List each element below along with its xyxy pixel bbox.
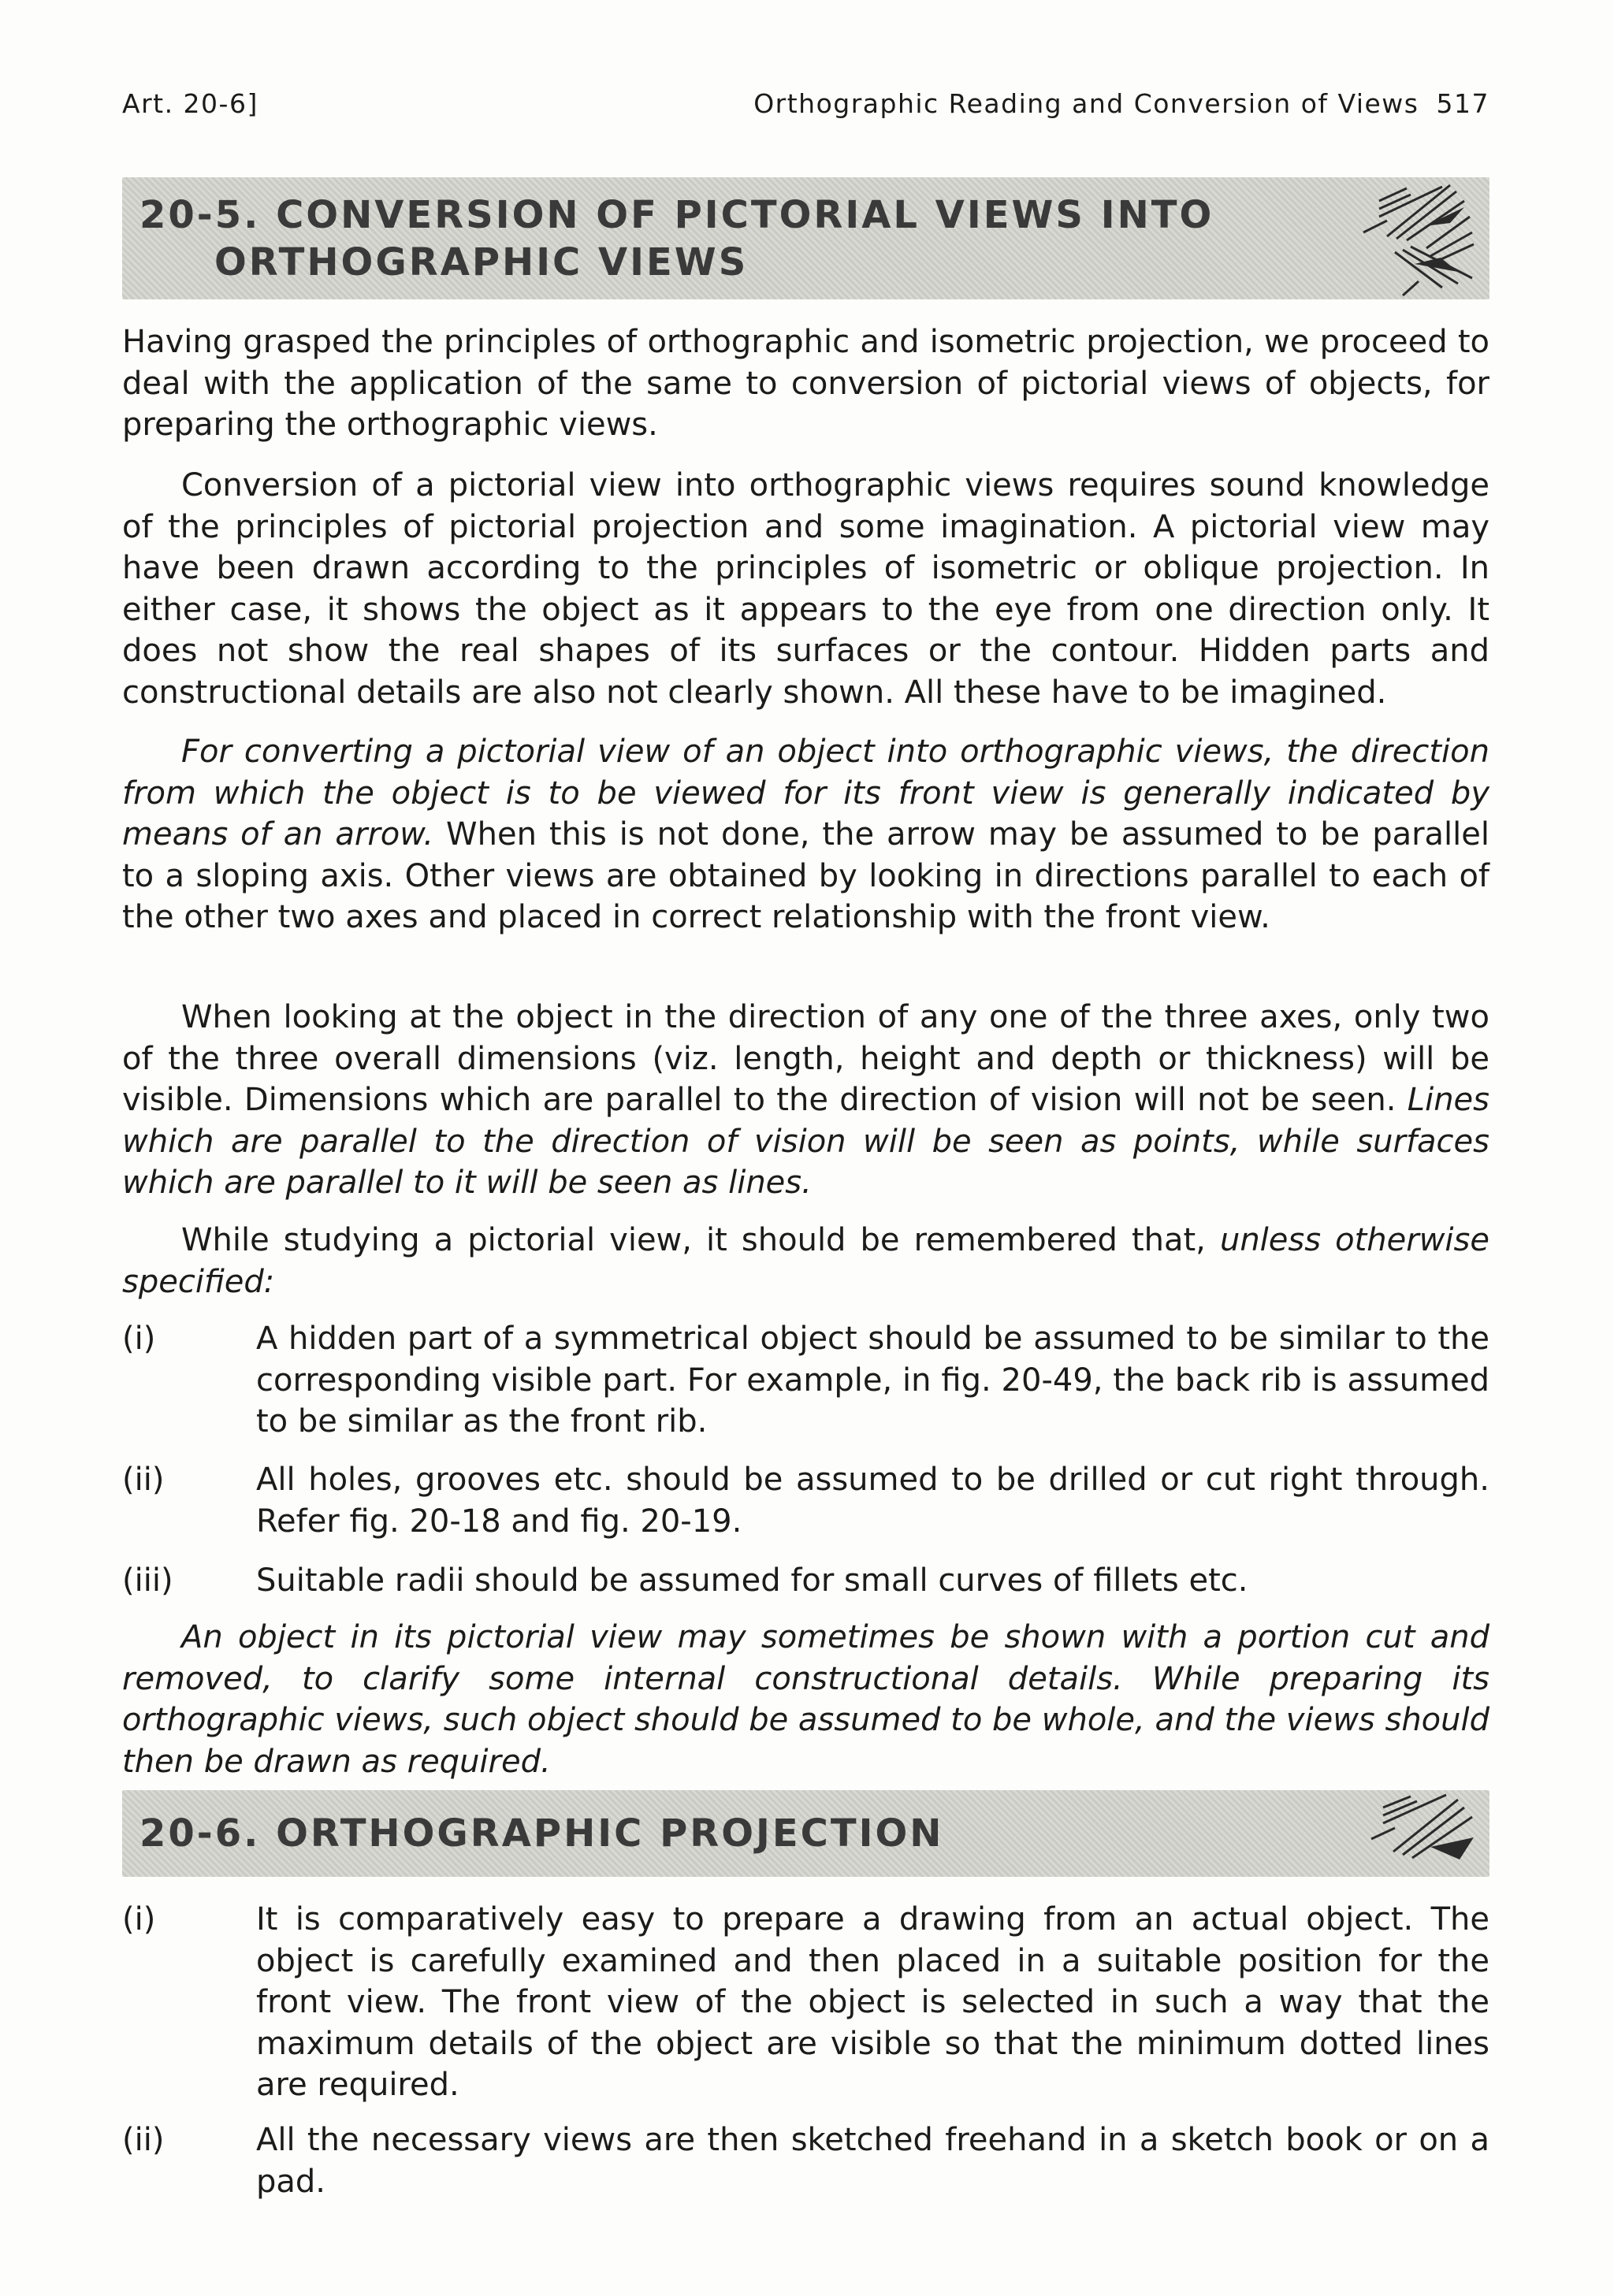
list-item-text: All the necessary views are then sketched freehand in a sketch book or on a pad. (256, 2122, 1489, 2200)
list-item-text: All holes, grooves etc. should be assumed to be drilled or cut right through. Refer fig. 20-18 and fig. 20-19. (256, 1462, 1489, 1540)
section-20-6-list-item-2 (122, 2120, 1489, 2202)
section-20-5-paragraph-1 (122, 321, 1489, 446)
section-20-5-paragraph-5 (122, 1220, 1489, 1302)
section-20-5-title-line1: CONVERSION OF PICTORIAL VIEWS INTO (276, 193, 1214, 237)
list-item-number: (i) (122, 1321, 156, 1357)
section-20-6-title: ORTHOGRAPHIC PROJECTION (276, 1811, 944, 1856)
running-title-group (736, 88, 1489, 119)
list-item-number: (ii) (122, 2122, 165, 2158)
section-20-6-banner (122, 1790, 1489, 1877)
section-20-5-list-item-2 (122, 1459, 1489, 1542)
list-item (122, 1459, 1489, 1542)
list-item-text: A hidden part of a symmetrical object should be assumed to be similar to the corresponding visible part. For example, in fig. 20-49, the back rib is assumed to be similar as the front rib. (256, 1321, 1489, 1440)
section-20-5-paragraph-6 (122, 1617, 1489, 1782)
list-item-number: (ii) (122, 1462, 165, 1498)
section-20-5-paragraph-4 (122, 997, 1489, 1204)
paragraph-text (122, 997, 1489, 1204)
italic-paragraph-text: An object in its pictorial view may sometimes be shown with a portion cut and removed, to clarify some internal constructional details. While preparing its orthographic views, such object should be assumed to be whole, and the views should then be drawn as required. (122, 1619, 1489, 1780)
drafting-emblem-icon (1332, 177, 1482, 303)
italic-text: For converting a pictorial view of an object into orthographic views, the direction from which the object is to be viewed for its front view is generally indicated by means of an arrow. (122, 734, 1489, 853)
list-item (122, 1560, 1489, 1602)
section-20-5-number: 20-5. (139, 193, 261, 237)
list-item-text: Suitable radii should be assumed for small curves of fillets etc. (256, 1562, 1248, 1599)
section-20-5-title-line2: ORTHOGRAPHIC VIEWS (214, 240, 749, 284)
list-item (122, 1899, 1489, 2106)
italic-text: unless otherwise specified: (122, 1222, 1489, 1300)
list-item (122, 2120, 1489, 2202)
section-20-5-paragraph-2 (122, 465, 1489, 713)
paragraph-text (122, 731, 1489, 938)
paragraph-text (122, 1220, 1489, 1302)
section-20-5-heading (139, 191, 1214, 286)
page-number: 517 (1436, 88, 1489, 119)
paragraph-text: Conversion of a pictorial view into orthographic views requires sound knowledge of the principles of pictorial projection and some imagination. A pictorial view may have been drawn according to the principles of isometric or oblique projection. In either case, it shows the object as it appears to the eye from one direction only. It does not show the real shapes of its surfaces or the contour. Hidden parts and constructional details are also not clearly shown. All these have to be imagined. (122, 467, 1489, 711)
article-reference: Art. 20-6] (122, 88, 258, 119)
paragraph-text: Having grasped the principles of orthographic and isometric projection, we proceed to deal with the application of the same to conversion of pictorial views of objects, for preparing the orthographic views. (122, 324, 1489, 443)
regular-text: When this is not done, the arrow may be assumed to be parallel to a sloping axis. Other views are obtained by looking in directions parallel to each of the other two axes and placed in correct relationship with the front view. (122, 816, 1489, 935)
section-20-5-list-item-3 (122, 1560, 1489, 1602)
running-title: Orthographic Reading and Conversion of Views (753, 88, 1419, 119)
list-item-text: It is comparatively easy to prepare a drawing from an actual object. The object is carefully examined and then placed in a suitable position for the front view. The front view of the object is selected in such a way that the maximum details of the object are visible so that the minimum dotted lines are required. (256, 1901, 1489, 2103)
section-20-6-number: 20-6. (139, 1811, 261, 1856)
drafting-emblem-icon (1348, 1790, 1482, 1877)
section-20-6-heading (139, 1810, 943, 1857)
section-20-5-banner (122, 177, 1489, 299)
running-head (122, 88, 1489, 119)
list-item-number: (i) (122, 1901, 156, 1937)
section-20-6-list-item-1 (122, 1899, 1489, 2106)
italic-text: Lines which are parallel to the direction of vision will be seen as points, while surfaces which are parallel to it will be seen as lines. (122, 1082, 1489, 1201)
regular-text: When looking at the object in the direction of any one of the three axes, only two of the three overall dimensions (viz. length, height and depth or thickness) will be visible. Dimensions which are parallel to the direction of vision will not be seen. (122, 999, 1489, 1118)
list-item (122, 1318, 1489, 1443)
regular-text: While studying a pictorial view, it should be remembered that, (181, 1222, 1220, 1258)
section-20-5-list-item-1 (122, 1318, 1489, 1443)
section-20-5-paragraph-3 (122, 731, 1489, 938)
list-item-number: (iii) (122, 1562, 173, 1599)
